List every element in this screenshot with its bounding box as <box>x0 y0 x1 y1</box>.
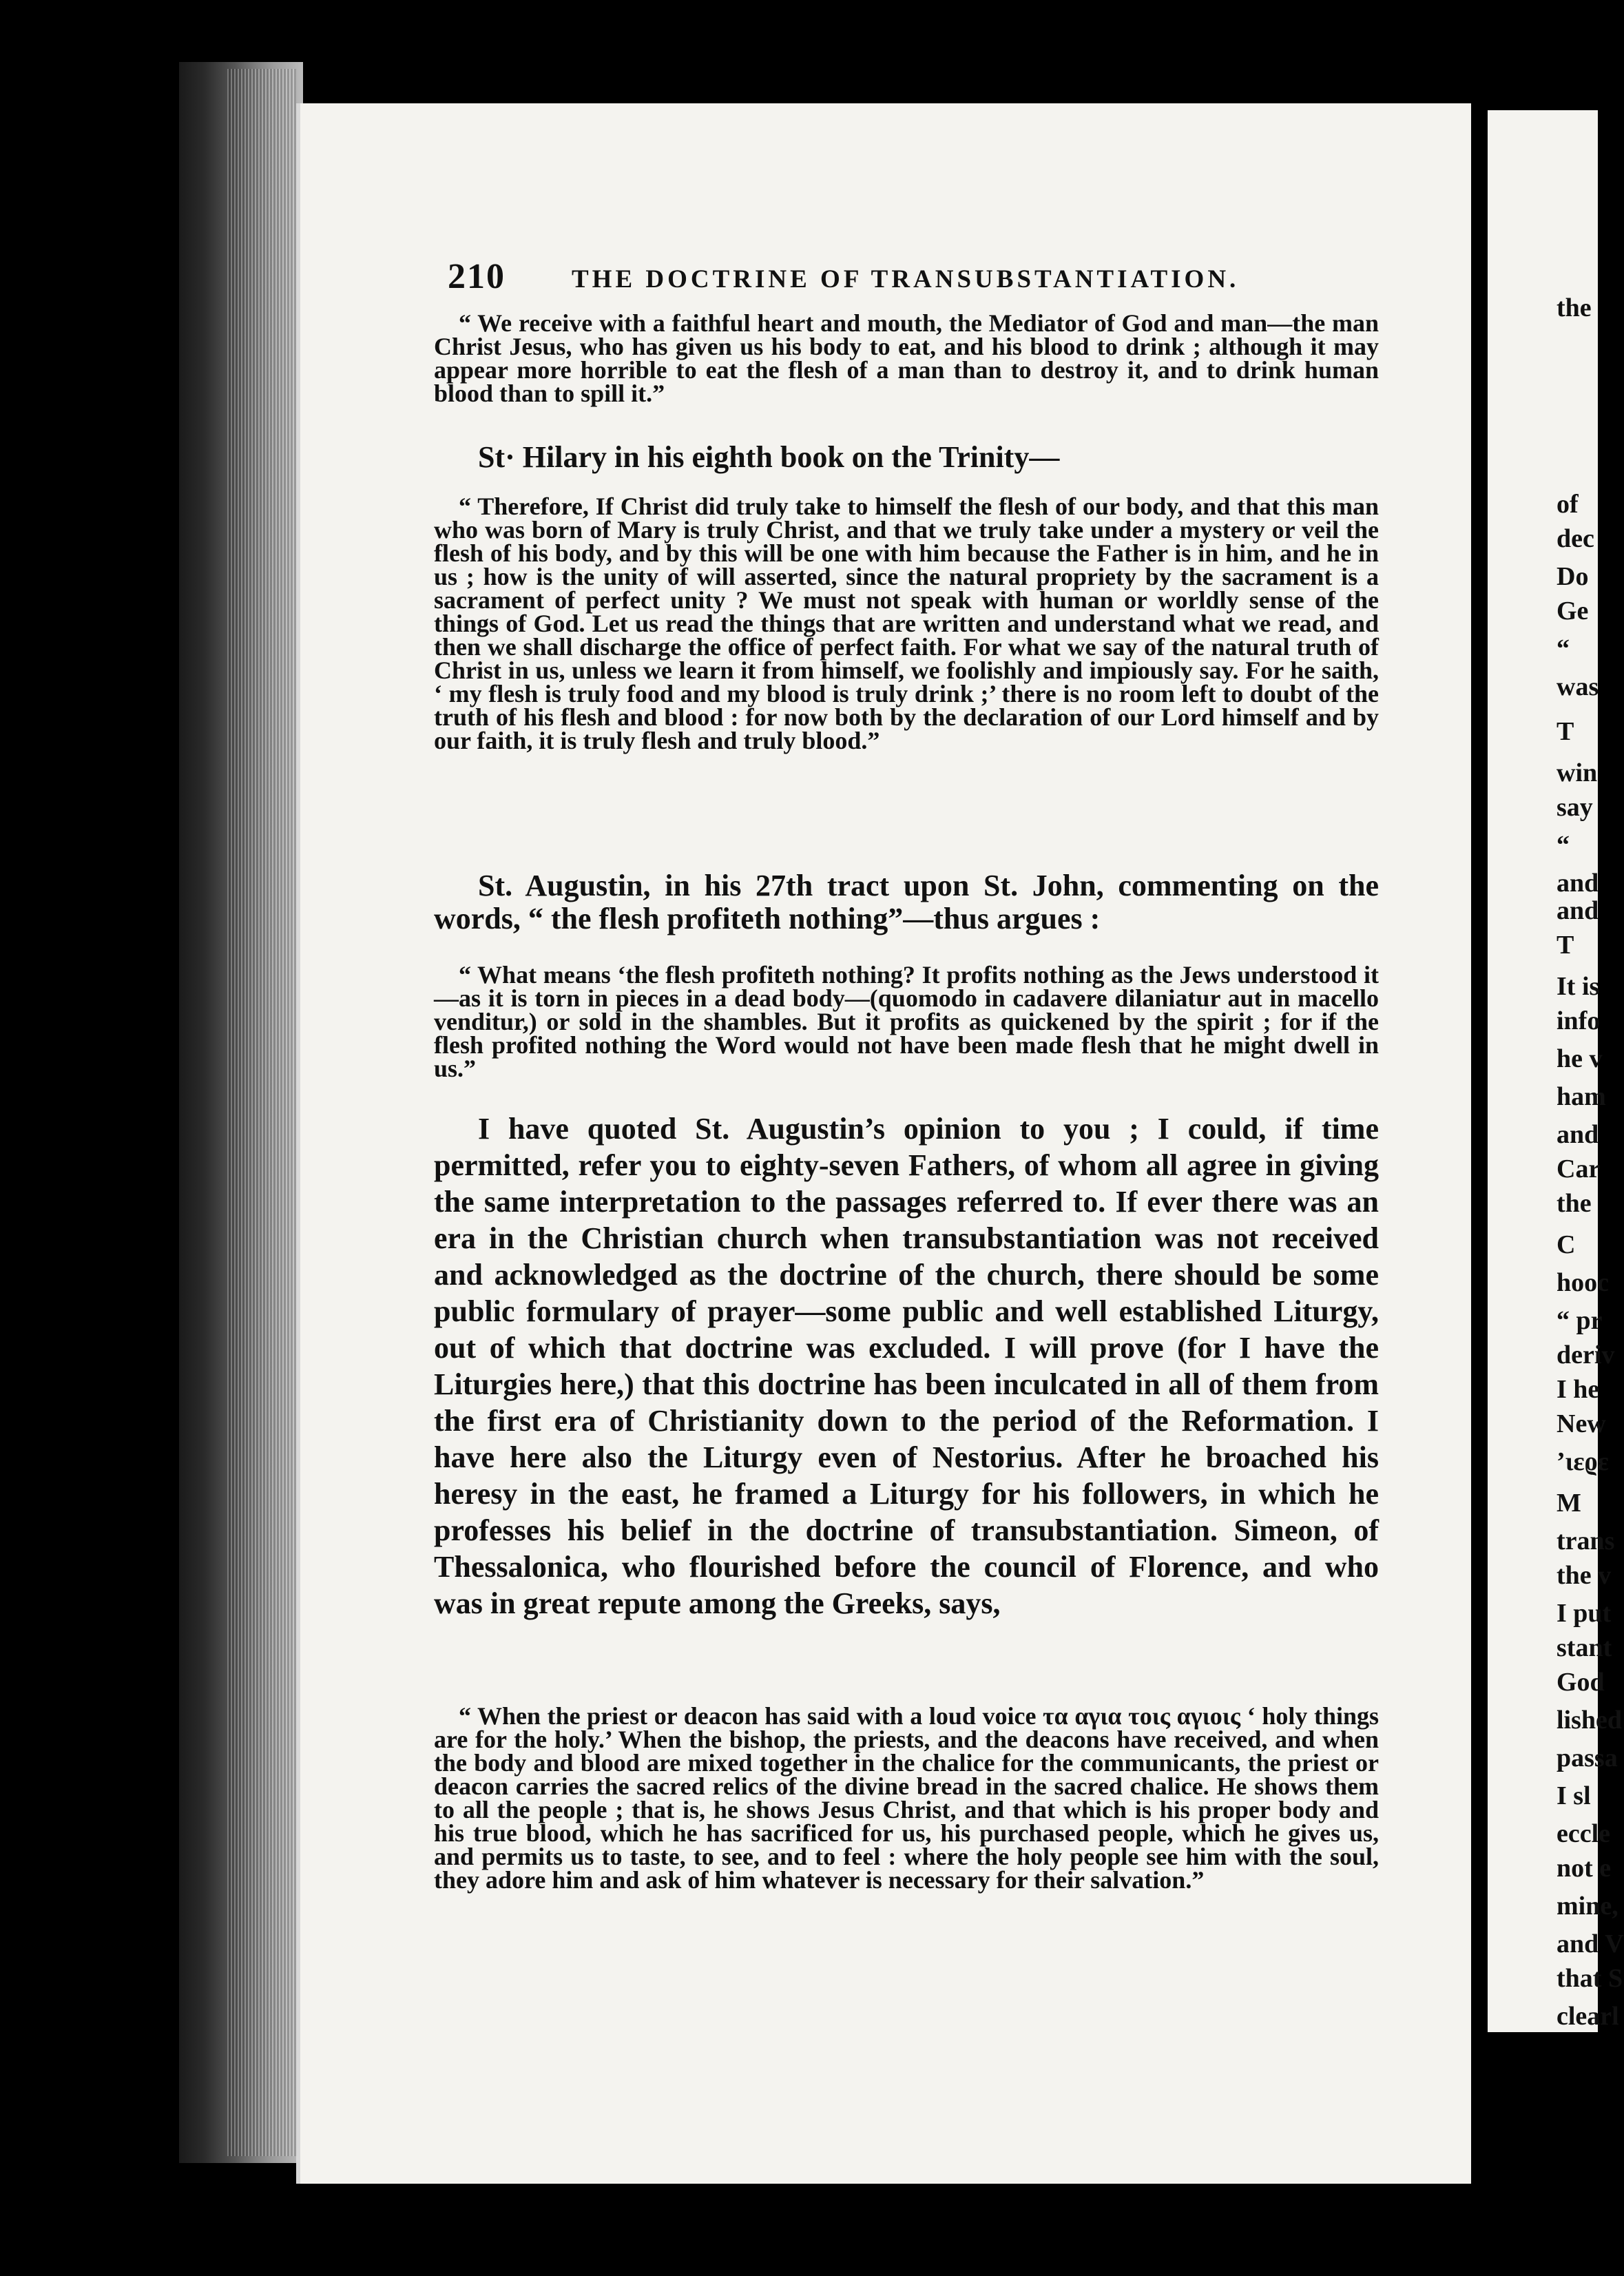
next-page-fragment: God <box>1557 1668 1605 1697</box>
quote-paragraph: “ Therefore, If Christ did truly take to himself the flesh of our body, and that this man who was born of Mary is truly Christ, and that we truly take under a mystery or veil the flesh of his body, and by this will be one with him because the Father is in him, and he in us ; how is the unity of will asserted, since the natural propriety by the sacrament is a sacrament of perfect unity ? We must not speak with human or worldly sense of the things of God. Let us read the things that are written and understand what we read, and then we shall discharge the office of perfect faith. For what we say of the natural truth of Christ in us, unless we learn it from himself, we foolishly and impiously say. For he saith, ‘ my flesh is truly food and my blood is truly drink ;’ there is no room left to doubt of the truth of his flesh and blood : for now both by the declaration of our Lord himself and by our faith, it is truly flesh and truly blood.” <box>434 493 1379 754</box>
next-page-fragment: I put <box>1557 1599 1612 1628</box>
next-page-fragment: “ <box>1557 831 1570 860</box>
next-page-fragment: T <box>1557 931 1574 960</box>
next-page-fragment: dec <box>1557 524 1594 553</box>
next-page-fragment: mine, <box>1557 1892 1618 1921</box>
next-page-fragment: “ <box>1557 634 1570 663</box>
next-page-fragment: of <box>1557 490 1579 519</box>
quote-paragraph: “ What means ‘the flesh profiteth nothing? It profits nothing as the Jews understood it—as it is torn in pieces in a dead body—(quomodo in cadavere dilaniatur aut in macello venditur,) or sold in the shambles. But it profits as quickened by the spirit ; for if the flesh profited nothing the Word would not have been made flesh that he might dwell in us.” <box>434 961 1379 1082</box>
next-page-fragment: ham <box>1557 1082 1606 1111</box>
next-page-fragment: trans <box>1557 1527 1615 1555</box>
next-page-fragment: New <box>1557 1409 1606 1438</box>
next-page-fragment: and V <box>1557 1930 1624 1958</box>
next-page-fragment: M <box>1557 1489 1581 1518</box>
page-number: 210 <box>448 257 506 296</box>
body-paragraph: I have quoted St. Augustin’s opinion to you ; I could, if time permitted, refer you to eighty-seven Fathers, of whom all agree in giving the same interpretation to the passages referred to. If ever there was an era in the Christian church when transubstantiation was not received and acknowledged as the doctrine of the church, there should be some public formulary of prayer—some public and well established Liturgy, out of which that doctrine was excluded. I will prove (for I have the Liturgies here,) that this doctrine has been inculcated in all of them from the first era of Christianity down to the period of the Reformation. I have here also the Liturgy even of Nestorius. After he broached his heresy in the east, he framed a Liturgy for his followers, in which he professes his belief in the doctrine of transubstantiation. Simeon, of Thessalonica, who flourished before the council of Florence, and who was in great repute among the Greeks, says, <box>434 1112 1379 1620</box>
section-heading: St. Augustin, in his 27th tract upon St. John, commenting on the words, “ the flesh profiteth nothing”—thus argues : <box>434 869 1379 935</box>
next-page-fragment: deriv <box>1557 1341 1615 1369</box>
next-page-fragment: he v <box>1557 1044 1603 1073</box>
next-page-fragment: the <box>1557 293 1592 322</box>
next-page-fragment: say <box>1557 793 1593 822</box>
next-page-fragment: “ pr <box>1557 1306 1603 1335</box>
next-page-fragment: lished <box>1557 1706 1623 1735</box>
page-header <box>448 256 1274 298</box>
next-page-fragment: C <box>1557 1230 1576 1259</box>
quote-paragraph: “ We receive with a faithful heart and mouth, the Mediator of God and man—the man Christ Jesus, who has given us his body to eat, and his blood to drink ; although it may appear more horrible to eat the flesh of a man than to destroy it, and to drink human blood than to spill it.” <box>434 309 1379 407</box>
next-page-fragment: win <box>1557 758 1598 787</box>
next-page-fragment: eccle <box>1557 1819 1611 1848</box>
next-page-fragment: I sl <box>1557 1781 1591 1810</box>
next-page-fragment: stant <box>1557 1633 1612 1662</box>
next-page-fragment: and <box>1557 869 1599 898</box>
next-page-fragment: Car <box>1557 1155 1601 1183</box>
next-page-fragment: info <box>1557 1006 1601 1035</box>
next-page-fragment: and <box>1557 896 1599 925</box>
next-page-fragment: I he <box>1557 1375 1600 1404</box>
next-page-edge <box>1488 110 1624 2032</box>
next-page-fragment: the <box>1557 1189 1592 1218</box>
next-page-fragment: not e <box>1557 1854 1612 1883</box>
next-page-fragment: hooc <box>1557 1268 1609 1297</box>
page-edges <box>227 69 296 2156</box>
next-page-fragment: ’ιεϱε <box>1557 1447 1609 1476</box>
next-page-fragment: clearl <box>1557 2002 1619 2031</box>
quote-paragraph: “ When the priest or deacon has said with a loud voice τα αγια τοις αγιοις ‘ holy things are for the holy.’ When the bishop, the priests, and the deacons have received, and when the body and blood are mixed together in the chalice for the communicants, the priest or deacon carries the sacred relics of the divine bread in the sacred chalice. He shows them to all the people ; that is, he shows Jesus Christ, and that which is his proper body and his true blood, which he has sacrificed for us, his purchased people, which he gives us, and permits us to taste, to see, and to feel : where the holy people see him with the soul, they adore him and ask of him whatever is necessary for their salvation.” <box>434 1702 1379 1894</box>
next-page-fragment: It is <box>1557 972 1600 1001</box>
next-page-fragment: passa <box>1557 1744 1618 1772</box>
next-page-fragment: that S <box>1557 1964 1623 1993</box>
next-page-fragment: was <box>1557 672 1599 701</box>
next-page-fragment: Ge <box>1557 597 1589 625</box>
section-heading: St· Hilary in his eighth book on the Trinity— <box>478 440 1060 474</box>
next-page-fragment: the v <box>1557 1561 1612 1590</box>
next-page-fragment: Do <box>1557 562 1589 591</box>
running-title: THE DOCTRINE OF TRANSUBSTANTIATION. <box>572 265 1240 293</box>
next-page-fragment: T <box>1557 717 1574 746</box>
next-page-fragment: and <box>1557 1120 1599 1149</box>
